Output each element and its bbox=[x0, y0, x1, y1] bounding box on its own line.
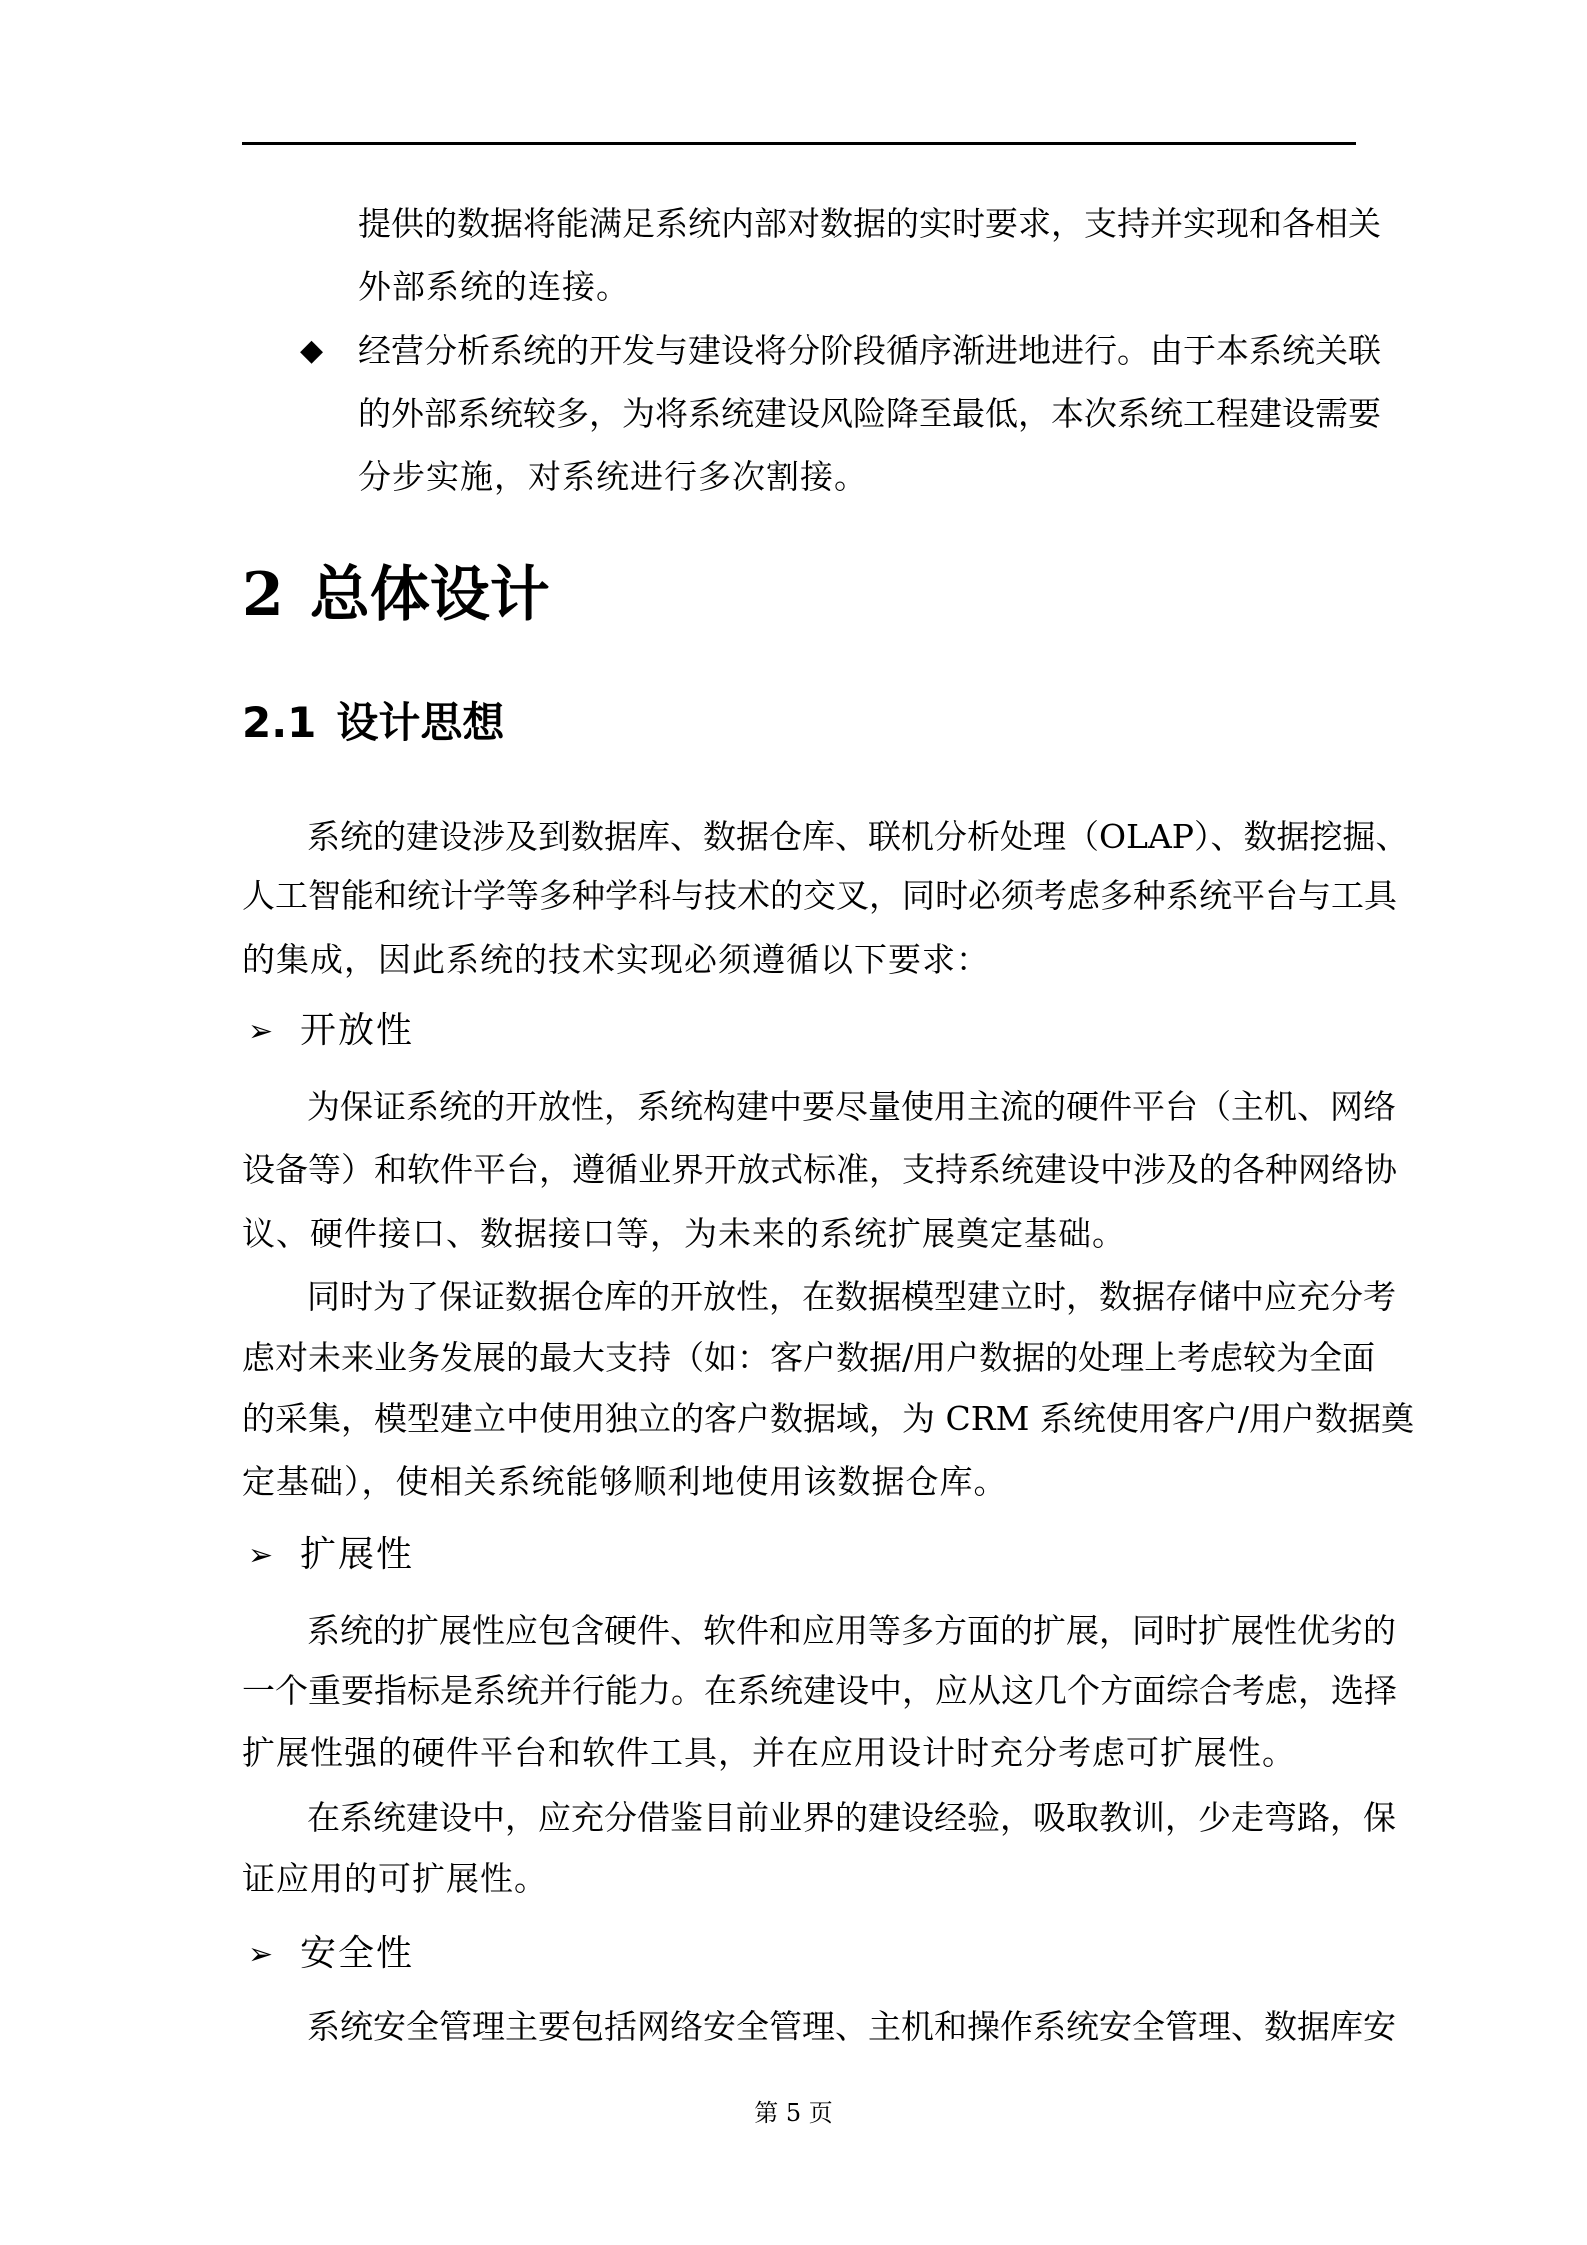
paragraph-line: 系统的扩展性应包含硬件、软件和应用等多方面的扩展，同时扩展性优劣的 bbox=[307, 1611, 1396, 1650]
paragraph-line: 为保证系统的开放性，系统构建中要尽量使用主流的硬件平台（主机、网络 bbox=[307, 1087, 1396, 1126]
arrow-bullet-icon: ➢ bbox=[248, 1538, 274, 1573]
paragraph-line: 设备等）和软件平台，遵循业界开放式标准，支持系统建设中涉及的各种网络协 bbox=[242, 1150, 1397, 1189]
header-rule bbox=[242, 142, 1356, 145]
subsection-title: 扩展性 bbox=[300, 1534, 415, 1575]
chapter-number: 2 bbox=[242, 560, 284, 630]
paragraph-line: 一个重要指标是系统并行能力。在系统建设中，应从这几个方面综合考虑，选择 bbox=[242, 1671, 1397, 1710]
bullet-text-line: 的外部系统较多，为将系统建设风险降至最低，本次系统工程建设需要 bbox=[358, 394, 1381, 433]
chapter-title: 总体设计 bbox=[309, 560, 550, 630]
arrow-bullet-icon: ➢ bbox=[248, 1937, 274, 1972]
diamond-bullet-icon: ◆ bbox=[300, 333, 324, 368]
chapter-heading bbox=[242, 562, 550, 628]
arrow-bullet-icon: ➢ bbox=[248, 1014, 274, 1049]
section-title: 设计思想 bbox=[336, 698, 505, 747]
paragraph-line: 系统安全管理主要包括网络安全管理、主机和操作系统安全管理、数据库安 bbox=[307, 2007, 1396, 2046]
paragraph-line: 定基础），使相关系统能够顺利地使用该数据仓库。 bbox=[242, 1462, 1008, 1501]
paragraph-line: 系统的建设涉及到数据库、数据仓库、联机分析处理（OLAP）、数据挖掘、 bbox=[307, 817, 1409, 856]
section-number: 2.1 bbox=[242, 698, 317, 747]
subsection-title: 开放性 bbox=[300, 1010, 415, 1051]
bullet-text-line: 外部系统的连接。 bbox=[358, 267, 630, 306]
paragraph-line: 在系统建设中，应充分借鉴目前业界的建设经验，吸取教训，少走弯路，保 bbox=[307, 1798, 1396, 1837]
paragraph-line: 虑对未来业务发展的最大支持（如：客户数据/用户数据的处理上考虑较为全面 bbox=[242, 1338, 1376, 1377]
paragraph-line: 证应用的可扩展性。 bbox=[242, 1859, 548, 1898]
section-heading bbox=[242, 698, 504, 748]
bullet-text-line: 经营分析系统的开发与建设将分阶段循序渐进地进行。由于本系统关联 bbox=[358, 331, 1381, 370]
bullet-text-line: 提供的数据将能满足系统内部对数据的实时要求，支持并实现和各相关 bbox=[358, 204, 1381, 243]
paragraph-line: 同时为了保证数据仓库的开放性，在数据模型建立时，数据存储中应充分考 bbox=[307, 1277, 1396, 1316]
paragraph-line: 的采集，模型建立中使用独立的客户数据域，为 CRM 系统使用客户/用户数据奠 bbox=[242, 1399, 1414, 1438]
page-number: 第 5 页 bbox=[754, 2099, 833, 2127]
paragraph-line: 议、硬件接口、数据接口等，为未来的系统扩展奠定基础。 bbox=[242, 1214, 1126, 1253]
subsection-title: 安全性 bbox=[300, 1933, 415, 1974]
bullet-text-line: 分步实施，对系统进行多次割接。 bbox=[358, 457, 868, 496]
paragraph-line: 的集成，因此系统的技术实现必须遵循以下要求： bbox=[242, 940, 990, 979]
paragraph-line: 扩展性强的硬件平台和软件工具，并在应用设计时充分考虑可扩展性。 bbox=[242, 1733, 1296, 1772]
paragraph-line: 人工智能和统计学等多种学科与技术的交叉，同时必须考虑多种系统平台与工具 bbox=[242, 876, 1397, 915]
